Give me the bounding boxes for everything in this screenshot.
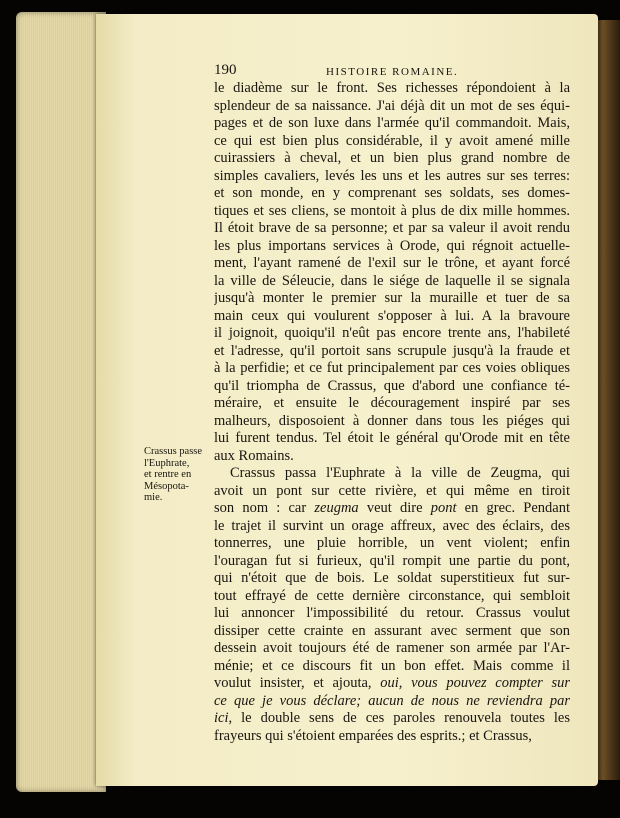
text-line: ce qui est bien plus considérable, il y avoit amené mille bbox=[214, 132, 570, 149]
text-line: ici, le double sens de ces paroles renouvela toutes les bbox=[214, 710, 570, 726]
text-line: son nom : car zeugma veut dire pont en grec. Pendant bbox=[214, 500, 570, 516]
text-line: méraire, et ensuite le découragement inspiré par ses bbox=[214, 395, 570, 411]
text-line: lui annoncer l'impossibilité du retour. Crassus voulut bbox=[214, 605, 570, 621]
text-line: dissiper cette crainte en assurant avec serment que son bbox=[214, 622, 570, 639]
text-line: Il étoit brave de sa personne; et par sa valeur il avoit rendu bbox=[214, 220, 570, 236]
running-title: HISTOIRE ROMAINE. bbox=[326, 66, 459, 78]
margin-note-line: l'Euphrate, bbox=[144, 457, 190, 469]
text-line: voulut insister, et ajouta, oui, vous pouvez compter sur bbox=[214, 675, 570, 691]
text-line: tout effrayé de cette dernière circonstance, qui sembloit bbox=[214, 587, 570, 604]
text-line: cuirassiers à cheval, et un bien plus grand nombre de bbox=[214, 150, 570, 166]
margin-note-line: Crassus passe bbox=[144, 446, 203, 457]
text-line: avoit un pont sur cette rivière, et qui même en tiroit bbox=[214, 482, 570, 499]
page-number: 190 bbox=[214, 62, 237, 78]
text-line: la ville de Séleucie, dans le siége de laquelle il se signala bbox=[214, 272, 570, 289]
text-line: qui n'étoit que de bois. Le soldat superstitieux fut sur- bbox=[214, 570, 570, 586]
body-text bbox=[214, 80, 570, 745]
text-line: ce que je vous déclare; aucun de nous ne reviendra par bbox=[214, 692, 570, 709]
text-line: splendeur de sa naissance. J'ai déjà dit un mot de ses équi- bbox=[214, 97, 570, 114]
margin-note-line: et rentre en bbox=[144, 469, 192, 480]
text-line: les plus importans services à Orode, qui régnoit actuelle- bbox=[214, 237, 570, 254]
text-line: il joignoit, quoiqu'il n'eût pas encore trente ans, l'habileté bbox=[214, 325, 570, 341]
text-line: qu'il triompha de Crassus, que d'abord une confiance té- bbox=[214, 377, 570, 394]
text-line: et son monde, en y comprenant ses soldats, ses domes- bbox=[214, 185, 570, 201]
text-line: tonnerres, une pluie horrible, un vent violent; enfin bbox=[214, 535, 570, 551]
margin-note-line: mie. bbox=[144, 492, 163, 503]
text-line: malheurs, disposoient à donner dans tous les piéges qui bbox=[214, 412, 570, 429]
text-line: ménie; et ce discours fit un bon effet. Mais comme il bbox=[214, 657, 570, 674]
text-line: simples cavaliers, levés les uns et les autres sur ses terres: bbox=[214, 167, 570, 184]
text-line: le trajet il survint un orage affreux, avec des éclairs, des bbox=[214, 517, 570, 534]
text-line: tiques et ses cliens, se montoit à plus de dix mille hommes. bbox=[214, 202, 570, 219]
text-line: ment, l'ayant ramené de l'exil sur le trône, et ayant forcé bbox=[214, 255, 570, 271]
text-line: le diadème sur le front. Ses richesses répondoient à la bbox=[214, 80, 570, 96]
text-line: aux Romains. bbox=[214, 447, 294, 464]
text-line: pages et de son luxe dans l'armée qu'il commandoit. Mais, bbox=[214, 115, 570, 131]
text-line: dessein avoit toujours été de ramener son armée par l'Ar- bbox=[214, 640, 570, 656]
text-line: main ceux qui voulurent s'opposer à lui. A la bravoure bbox=[214, 307, 570, 324]
text-line: à la perfidie; et ce fut principalement par ces voies obliques bbox=[214, 360, 570, 376]
margin-note-line: Mésopota- bbox=[144, 480, 189, 492]
text-line: l'ouragan fut si furieux, qu'il rompit une partie du pont, bbox=[214, 552, 570, 569]
text-line: Crassus passa l'Euphrate à la ville de Zeugma, qui bbox=[230, 465, 570, 481]
text-line: et l'adresse, qu'il portoit sans scrupule jusqu'à la fraude et bbox=[214, 342, 570, 359]
text-line: lui furent tendus. Tel étoit le général qu'Orode mit en tête bbox=[214, 430, 570, 446]
text-line: jusqu'à monter le premier sur la muraille et tuer de sa bbox=[214, 290, 570, 306]
text-line: frayeurs qui s'étoient emparées des esprits.; et Crassus, bbox=[214, 727, 532, 744]
page-edges bbox=[16, 12, 106, 792]
margin-note bbox=[144, 446, 212, 504]
